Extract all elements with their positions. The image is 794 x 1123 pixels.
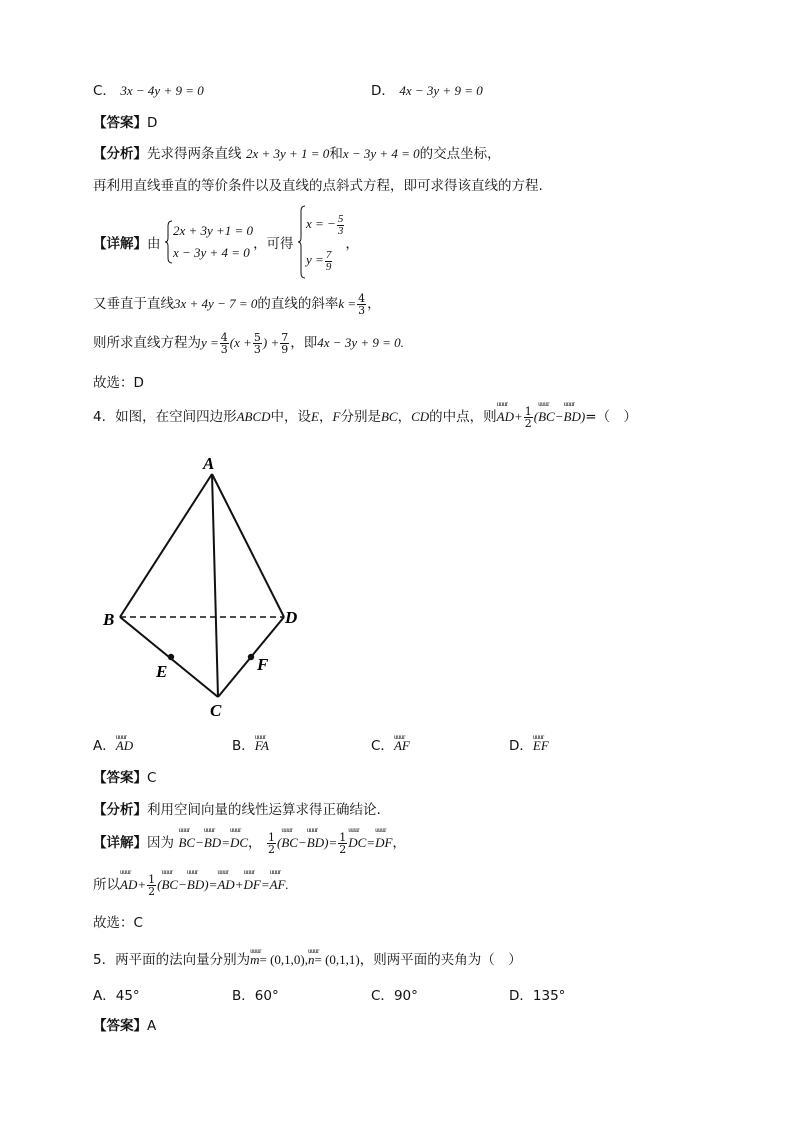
numerator: 1 — [148, 872, 156, 886]
detail-text: ， — [248, 835, 262, 851]
vector: uuur DC — [348, 835, 366, 851]
option-letter: A． — [93, 738, 116, 754]
fraction — [524, 406, 533, 429]
detail-text: ，即 — [290, 335, 318, 351]
solution-x-lhs: x = − — [306, 216, 336, 231]
tetrahedron-figure — [98, 448, 318, 723]
q3-option-c — [93, 82, 204, 100]
option-value: 135° — [532, 988, 566, 1004]
result-term: ) + — [262, 335, 280, 350]
vector: uuur BD — [564, 409, 581, 425]
operator: = — [221, 835, 230, 850]
vector: uuur DF — [243, 877, 260, 893]
stem-text: 5．两平面的法向量分别为 — [93, 952, 251, 968]
vector: uuur AD — [497, 409, 514, 425]
label-a: A — [203, 454, 215, 473]
system-eq-1: 2x + 3y +1 = 0 — [172, 223, 254, 238]
numerator: 1 — [268, 830, 275, 844]
q4-stem — [93, 405, 637, 429]
analysis-text: 先求得两条直线 — [147, 146, 242, 162]
stem-math: ABCD — [236, 409, 271, 424]
denominator: 3 — [253, 342, 261, 356]
answer-value: C — [147, 770, 157, 786]
answer-value: A — [147, 1018, 157, 1034]
detail-tag: 【详解】 — [93, 236, 147, 252]
detail-text: 所以 — [93, 877, 120, 893]
operator: − — [297, 835, 307, 850]
denominator: 2 — [524, 416, 532, 430]
operator: − — [178, 877, 187, 892]
numerator: 4 — [220, 330, 228, 344]
detail-text: 由 — [147, 236, 161, 252]
fraction — [357, 293, 366, 316]
detail-text: 又垂直于直线 — [93, 296, 174, 312]
detail-text: ， — [367, 296, 381, 312]
denominator: 9 — [325, 260, 332, 273]
option-letter: D． — [371, 83, 395, 99]
fraction — [337, 214, 345, 237]
equation-system — [173, 220, 253, 264]
stem-math: F — [332, 409, 341, 424]
fraction — [280, 332, 289, 355]
denominator: 2 — [339, 842, 347, 856]
label-f: F — [257, 655, 269, 674]
analysis-tag: 【分析】 — [93, 146, 147, 162]
option-letter: C． — [93, 83, 116, 99]
option-letter: B． — [232, 988, 255, 1004]
vector: uuur AD — [217, 877, 234, 893]
fraction — [338, 832, 347, 855]
stem-text: 4．如图，在空间四边形 — [93, 409, 237, 425]
vector: uuur n — [308, 951, 315, 969]
result-term: (x + — [229, 335, 252, 350]
numerator: 5 — [253, 330, 261, 344]
numerator: 5 — [337, 212, 344, 225]
option-letter: C． — [371, 988, 394, 1004]
detail-text: ，可得 — [253, 236, 294, 252]
q4-detail-line1 — [93, 831, 406, 855]
system-eq-2: x − 3y + 4 = 0 — [172, 245, 250, 260]
detail-text: ， — [345, 236, 359, 252]
q5-stem — [93, 951, 522, 969]
stem-math: + — [513, 409, 523, 424]
solution-system — [306, 206, 345, 278]
fraction — [253, 332, 262, 355]
detail-text: 的直线的斜率 — [257, 296, 339, 312]
q5-answer — [93, 1017, 156, 1035]
label-d: D — [285, 608, 298, 627]
paren-open: ( — [533, 409, 539, 424]
analysis-text: 和 — [329, 146, 343, 162]
operator: . — [285, 877, 289, 892]
vector: uuur BD — [204, 835, 221, 851]
stem-math: = (0,1,1) — [314, 952, 360, 967]
denominator: 9 — [281, 342, 289, 356]
q4-option-b — [232, 737, 269, 755]
option-value: 90° — [393, 988, 418, 1004]
option-value: 60° — [254, 988, 279, 1004]
q4-option-d — [509, 737, 549, 755]
vector: uuur DF — [375, 835, 392, 851]
option-vector: uuur EF — [533, 737, 549, 755]
label-e: E — [156, 662, 168, 681]
denominator: 3 — [337, 224, 344, 237]
answer-value: D — [147, 115, 158, 131]
detail-text: 因为 — [147, 835, 174, 851]
edge-ac — [212, 474, 218, 697]
detail-text: ， — [392, 835, 406, 851]
q4-analysis — [93, 801, 381, 819]
paren-close: ) — [204, 877, 209, 892]
stem-math: BC — [380, 409, 398, 424]
numerator: 1 — [339, 830, 347, 844]
q3-result-line — [93, 331, 404, 355]
analysis-text: 利用空间向量的线性运算求得正确结论. — [147, 802, 381, 818]
operator: = — [260, 877, 270, 892]
vector: uuur DC — [230, 835, 248, 851]
edge-ad — [212, 474, 284, 617]
vector: uuur BD — [307, 835, 324, 851]
option-letter: A． — [93, 988, 116, 1004]
option-expression: 4x − 3y + 9 = 0 — [399, 83, 483, 98]
operator: + — [137, 877, 147, 892]
solution-y — [306, 248, 333, 273]
vector: uuur AD — [120, 877, 137, 893]
result-equation: 4x − 3y + 9 = 0. — [317, 335, 404, 350]
vector: uuur BC — [161, 877, 178, 893]
vector: uuur m — [250, 951, 259, 969]
option-value: 45° — [115, 988, 140, 1004]
numerator: 7 — [281, 330, 289, 344]
answer-tag: 【答案】 — [93, 115, 147, 131]
q4-detail-line2 — [93, 873, 289, 897]
analysis-text: 的交点坐标， — [419, 146, 501, 162]
denominator: 2 — [148, 884, 156, 898]
option-letter: D． — [509, 988, 533, 1004]
paren-open: ( — [157, 877, 162, 892]
stem-text: 分别是 — [340, 409, 381, 425]
fraction — [147, 874, 156, 897]
slope-label: k = — [338, 296, 357, 311]
answer-tag: 【答案】 — [93, 1018, 147, 1034]
line-equation-1: 2x + 3y + 1 = 0 — [245, 146, 330, 161]
solution-x — [306, 212, 345, 237]
paren-open: ( — [277, 835, 282, 850]
q4-option-c — [371, 737, 410, 755]
option-vector: uuur FA — [255, 737, 269, 755]
operator: = — [366, 835, 376, 850]
q4-choose: 故选：C — [93, 915, 143, 931]
operator: + — [234, 877, 244, 892]
vector: uuur AF — [270, 877, 286, 893]
q3-analysis-line1 — [93, 145, 501, 163]
denominator: 3 — [358, 303, 366, 317]
stem-text: ， — [397, 409, 412, 425]
solution-y-lhs: y = — [306, 252, 324, 267]
option-letter: B． — [232, 738, 255, 754]
numerator: 4 — [358, 291, 366, 305]
operator: = — [328, 835, 338, 850]
numerator: 1 — [524, 404, 532, 418]
paren-close: ) — [580, 409, 586, 424]
fraction — [267, 832, 276, 855]
paren-close: ) — [324, 835, 329, 850]
line-equation-2: x − 3y + 4 = 0 — [342, 146, 420, 161]
operator: = — [208, 877, 218, 892]
stem-text: 的中点，则 — [429, 409, 497, 425]
stem-text: =（ ） — [585, 409, 638, 425]
q5-option-c — [371, 987, 418, 1005]
q3-answer — [93, 114, 157, 132]
operator: − — [195, 835, 204, 850]
stem-math: = (0,1,0), — [259, 952, 308, 967]
solution-brace — [298, 205, 306, 279]
option-expression: 3x − 4y + 9 = 0 — [120, 83, 204, 98]
stem-math: E — [311, 409, 319, 424]
vector: uuur BD — [187, 877, 204, 893]
vector: uuur BC — [281, 835, 298, 851]
q3-detail — [93, 205, 359, 279]
result-lhs: y = — [201, 335, 219, 350]
q5-option-d — [509, 987, 565, 1005]
q4-answer — [93, 769, 156, 787]
stem-text: ，则两平面的夹角为（ ） — [359, 952, 522, 968]
option-vector: uuur AD — [116, 737, 133, 755]
fraction — [325, 250, 333, 273]
q5-option-b — [232, 987, 279, 1005]
option-letter: C． — [371, 738, 394, 754]
label-c: C — [210, 701, 222, 720]
point-f — [248, 654, 254, 660]
edge-ab — [120, 474, 212, 617]
answer-tag: 【答案】 — [93, 770, 147, 786]
stem-text: 中，设 — [270, 409, 312, 425]
q3-option-d — [371, 82, 483, 100]
q3-choose: 故选：D — [93, 375, 144, 391]
stem-math: CD — [411, 409, 430, 424]
q5-option-a — [93, 987, 140, 1005]
denominator: 3 — [220, 342, 228, 356]
detail-text: 则所求直线方程为 — [93, 335, 201, 351]
label-b: B — [103, 610, 115, 629]
analysis-tag: 【分析】 — [93, 802, 147, 818]
point-e — [168, 654, 174, 660]
numerator: 7 — [325, 248, 332, 261]
q3-analysis-line2: 再利用直线垂直的等价条件以及直线的点斜式方程，即可求得该直线的方程. — [93, 178, 543, 194]
vector: uuur BC — [178, 835, 195, 851]
vector: uuur BC — [538, 409, 555, 425]
fraction — [220, 332, 229, 355]
option-letter: D． — [509, 738, 533, 754]
line-equation: 3x + 4y − 7 = 0 — [174, 296, 258, 311]
q4-option-a — [93, 737, 133, 755]
stem-text: ， — [319, 409, 333, 425]
detail-tag: 【详解】 — [93, 835, 147, 851]
denominator: 2 — [268, 842, 275, 856]
option-vector: uuur AF — [394, 737, 410, 755]
stem-math: − — [554, 409, 564, 424]
q3-slope-line — [93, 292, 381, 316]
system-brace — [165, 220, 173, 264]
